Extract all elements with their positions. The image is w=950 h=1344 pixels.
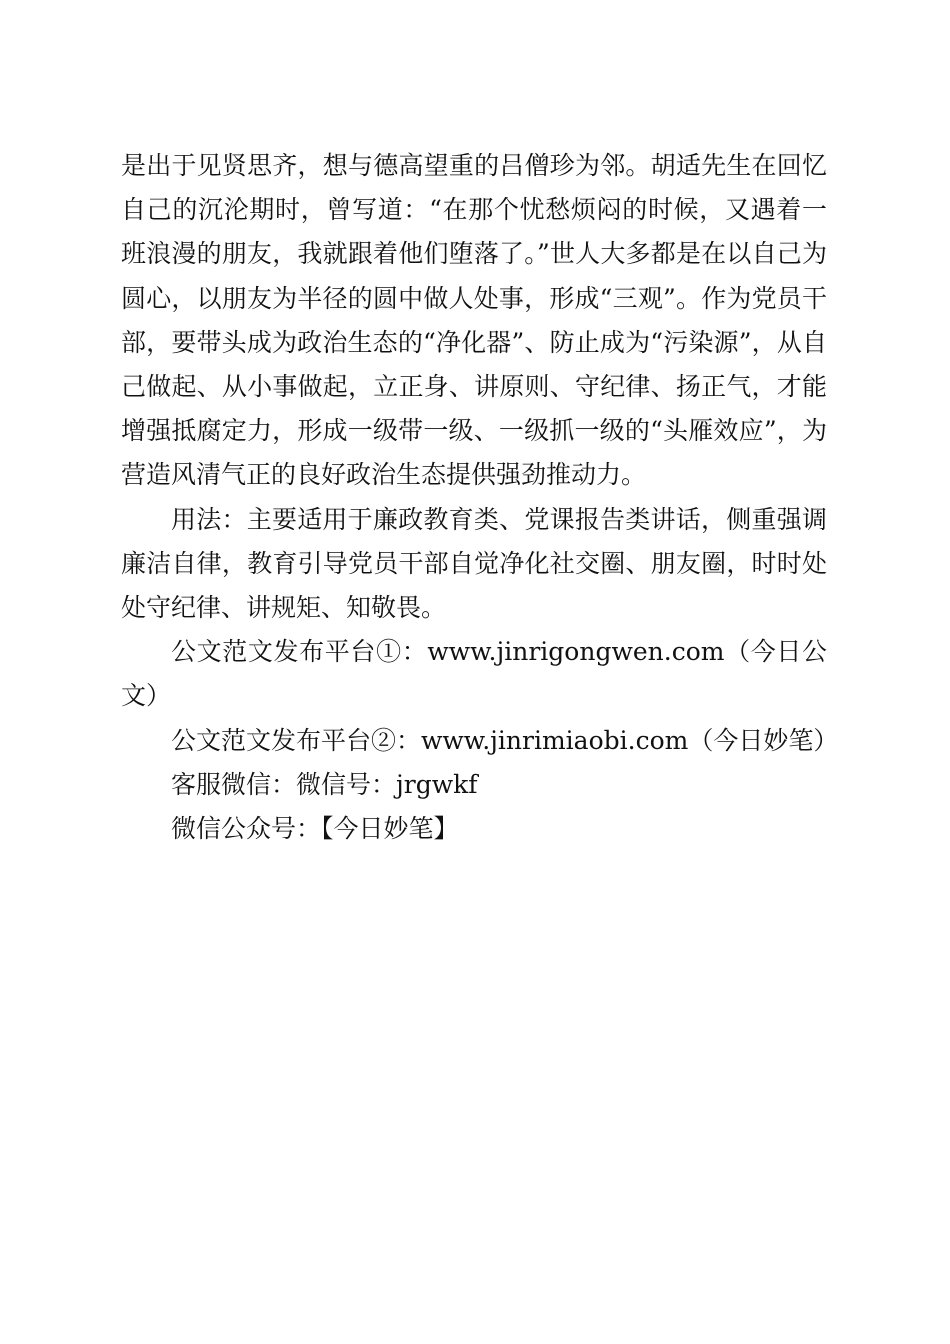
service-wechat-line: 客服微信：微信号：jrgwkf xyxy=(171,769,478,799)
document-body xyxy=(121,144,839,851)
body-paragraph-continued: 是出于见贤思齐，想与德高望重的吕僧珍为邻。胡适先生在回忆自己的沉沦期时，曾写道：“在那个忧愁烦闷的时候，又遇着一班浪漫的朋友，我就跟着他们堕落了。”世人大多都是在以自己为圆心，以朋友为半径的圆中做人处事，形成“三观”。作为党员干部，要带头成为政治生态的“净化器”、防止成为“污染源”，从自己做起、从小事做起，立正身、讲原则、守纪律、扬正气，才能增强抵腐定力，形成一级带一级、一级抓一级的“头雁效应”，为营造风清气正的良好政治生态提供强劲推动力。 xyxy=(121,151,827,490)
platform-line-2: 公文范文发布平台②：www.jinrimiaobi.com（今日妙笔） xyxy=(171,725,839,755)
platform-line-1: 公文范文发布平台①：www.jinrigongwen.com（今日公文） xyxy=(121,637,827,711)
official-account-line: 微信公众号：【今日妙笔】 xyxy=(171,814,459,844)
usage-paragraph: 用法：主要适用于廉政教育类、党课报告类讲话，侧重强调廉洁自律，教育引导党员干部自觉净化社交圈、朋友圈，时时处处守纪律、讲规矩、知敬畏。 xyxy=(121,504,827,623)
